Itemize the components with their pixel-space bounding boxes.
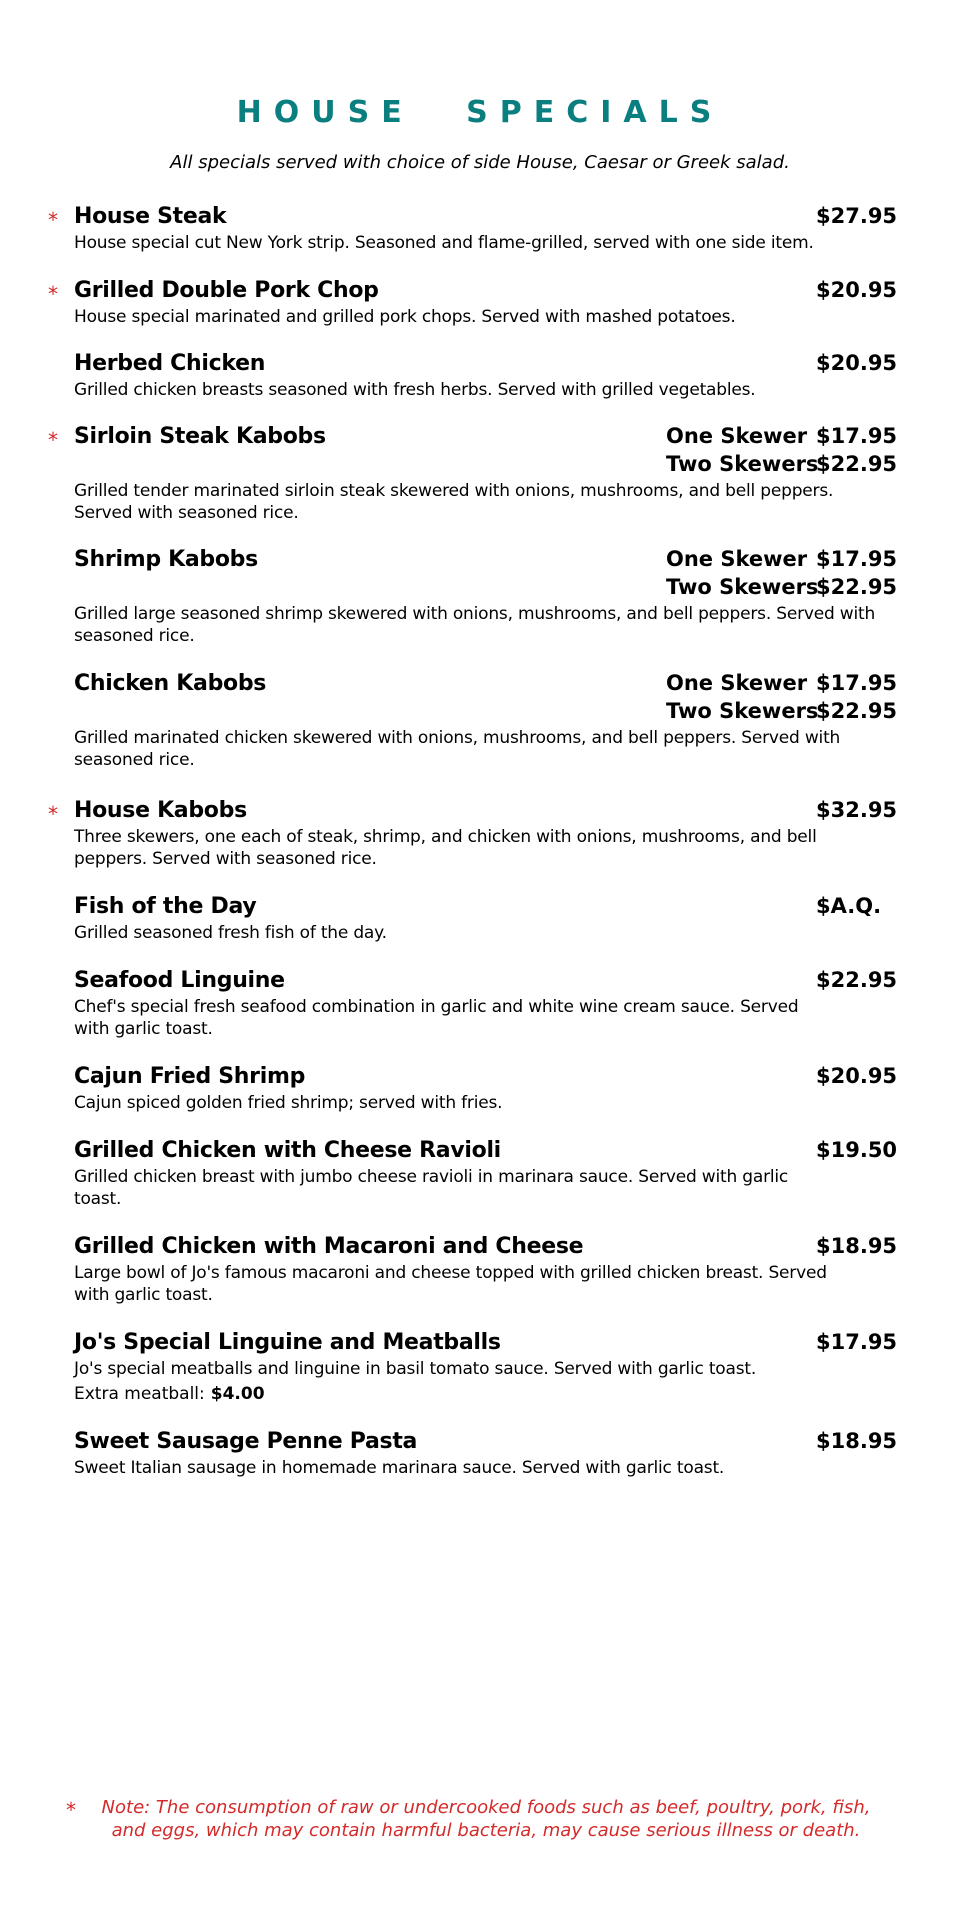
item-description: Grilled tender marinated sirloin steak skewered with onions, mushrooms, and bell peppers. Served with seasoned rice. <box>74 481 834 523</box>
item-description: Grilled marinated chicken skewered with onions, mushrooms, and bell peppers. Served with seasoned rice. <box>74 728 841 770</box>
item-description: Grilled chicken breasts seasoned with fresh herbs. Served with grilled vegetables. <box>74 380 756 400</box>
asterisk-marker: * <box>48 428 58 452</box>
page-subtitle: All specials served with choice of side House, Caesar or Greek salad. <box>170 152 790 173</box>
option-price: $17.95 <box>816 671 898 695</box>
option-label: One Skewer <box>666 424 808 448</box>
item-name: Grilled Double Pork Chop <box>74 278 379 303</box>
option-label: Two Skewers <box>666 699 819 723</box>
option-label: Two Skewers <box>666 452 819 476</box>
item-name: Fish of the Day <box>74 894 257 919</box>
option-price: $22.95 <box>816 699 898 723</box>
note-asterisk: * <box>66 1798 76 1822</box>
item-name: Sweet Sausage Penne Pasta <box>74 1429 418 1454</box>
item-price: $32.95 <box>816 798 898 822</box>
option-label: One Skewer <box>666 547 808 571</box>
item-description: Three skewers, one each of steak, shrimp, and chicken with onions, mushrooms, and bell peppers. Served with seasoned rice. <box>74 827 817 869</box>
extra-meatball-line <box>74 1384 265 1404</box>
item-name: Jo's Special Linguine and Meatballs <box>74 1330 501 1355</box>
item-name: House Kabobs <box>74 798 247 823</box>
item-description: Grilled chicken breast with jumbo cheese ravioli in marinara sauce. Served with garlic toast. <box>74 1167 789 1209</box>
item-price: $18.95 <box>816 1429 898 1453</box>
item-name: Herbed Chicken <box>74 351 266 376</box>
page-title: HOUSE SPECIALS <box>236 95 724 130</box>
item-price: $A.Q. <box>816 894 882 918</box>
extra-price: $4.00 <box>210 1384 265 1404</box>
item-description: Cajun spiced golden fried shrimp; served with fries. <box>74 1093 503 1113</box>
option-price: $22.95 <box>816 452 898 476</box>
item-price: $19.50 <box>816 1138 898 1162</box>
item-price: $20.95 <box>816 1064 898 1088</box>
health-warning-note: Note: The consumption of raw or undercooked foods such as beef, poultry, pork, fish, and eggs, which may contain harmful bacteria, may cause serious illness or death. <box>101 1797 871 1841</box>
item-price: $17.95 <box>816 1330 898 1354</box>
asterisk-marker: * <box>48 208 58 232</box>
extra-label: Extra meatball: <box>74 1384 205 1404</box>
item-description: Grilled seasoned fresh fish of the day. <box>74 923 387 943</box>
item-name: House Steak <box>74 204 227 229</box>
option-label: One Skewer <box>666 671 808 695</box>
item-price: $20.95 <box>816 351 898 375</box>
item-description: Chef's special fresh seafood combination in garlic and white wine cream sauce. Served with garlic toast. <box>74 997 799 1039</box>
asterisk-marker: * <box>48 282 58 306</box>
item-description: House special marinated and grilled pork chops. Served with mashed potatoes. <box>74 307 736 327</box>
asterisk-marker: * <box>48 802 58 826</box>
item-description: Grilled large seasoned shrimp skewered with onions, mushrooms, and bell peppers. Served with seasoned rice. <box>74 604 876 646</box>
item-description: Sweet Italian sausage in homemade marinara sauce. Served with garlic toast. <box>74 1458 725 1478</box>
item-price: $22.95 <box>816 968 898 992</box>
item-description: House special cut New York strip. Seasoned and flame-grilled, served with one side item. <box>74 233 814 253</box>
option-price: $22.95 <box>816 575 898 599</box>
option-price: $17.95 <box>816 547 898 571</box>
item-description: Large bowl of Jo's famous macaroni and cheese topped with grilled chicken breast. Served with garlic toast. <box>74 1263 827 1305</box>
option-label: Two Skewers <box>666 575 819 599</box>
item-name: Chicken Kabobs <box>74 671 267 696</box>
option-price: $17.95 <box>816 424 898 448</box>
item-price: $18.95 <box>816 1234 898 1258</box>
item-price: $20.95 <box>816 278 898 302</box>
item-name: Cajun Fried Shrimp <box>74 1064 306 1089</box>
item-name: Grilled Chicken with Cheese Ravioli <box>74 1138 501 1163</box>
item-name: Grilled Chicken with Macaroni and Cheese <box>74 1234 584 1259</box>
item-name: Shrimp Kabobs <box>74 547 258 572</box>
item-name: Seafood Linguine <box>74 968 285 993</box>
item-price: $27.95 <box>816 204 898 228</box>
item-description: Jo's special meatballs and linguine in basil tomato sauce. Served with garlic toast. <box>74 1359 757 1379</box>
item-name: Sirloin Steak Kabobs <box>74 424 326 449</box>
